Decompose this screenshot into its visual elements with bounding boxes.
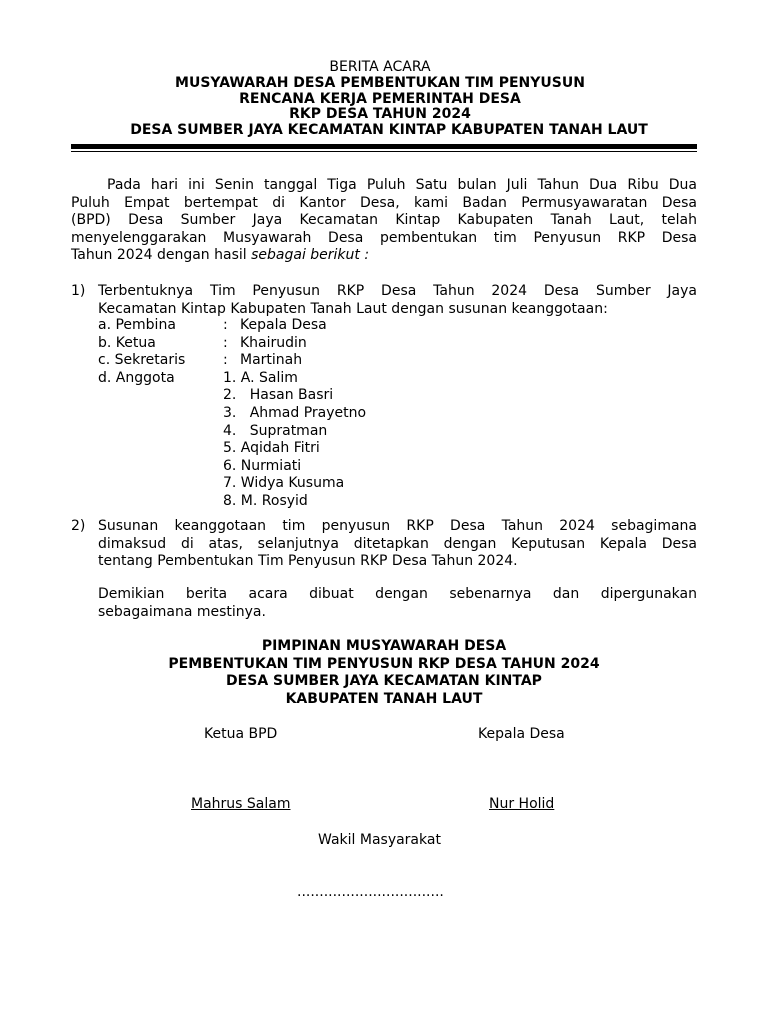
leadership-line-4: KABUPATEN TANAH LAUT — [285, 690, 483, 707]
intro-line-2: Puluh Empat bertempat di Kantor Desa, kami Badan Permusyawaratan Desa — [71, 194, 697, 211]
member-colon: : — [223, 352, 228, 369]
anggota-item: 5. Aqidah Fitri — [223, 440, 320, 457]
item-2-text — [98, 518, 697, 571]
header-subtitle-2: RENCANA KERJA PEMERINTAH DESA — [239, 90, 521, 107]
signature-title-wakil-masyarakat: Wakil Masyarakat — [318, 832, 441, 848]
member-role-label: d. Anggota — [98, 369, 175, 386]
leadership-line-3: DESA SUMBER JAYA KECAMATAN KINTAP — [226, 673, 542, 690]
member-name: Kepala Desa — [240, 317, 327, 333]
intro-line-4: menyelenggarakan Musyawarah Desa pembentukan tim Penyusun RKP Desa — [71, 229, 697, 246]
member-colon: : — [223, 334, 228, 351]
item-2-line-3: tentang Pembentukan Tim Penyusun RKP Desa Tahun 2024. — [98, 553, 518, 570]
member-role-label: a. Pembina — [98, 317, 176, 333]
header-subtitle-1: MUSYAWARAH DESA PEMBENTUKAN TIM PENYUSUN — [175, 74, 585, 91]
anggota-item: 7. Widya Kusuma — [223, 475, 345, 492]
closing-line-1: Demikian berita acara dibuat dengan sebenarnya dan dipergunakan — [98, 586, 697, 602]
anggota-item: 1. A. Salim — [223, 369, 298, 386]
member-role-label: c. Sekretaris — [98, 352, 186, 369]
intro-line-5-italic: sebagai berikut : — [251, 247, 370, 264]
signature-name-ketua-bpd: Mahrus Salam — [191, 796, 291, 812]
anggota-item: 2. Hasan Basri — [223, 387, 334, 404]
signature-title-kepala-desa: Kepala Desa — [478, 726, 565, 742]
intro-line-3: (BPD) Desa Sumber Jaya Kecamatan Kintap Kabupaten Tanah Laut, telah — [71, 212, 697, 229]
signature-name-placeholder: ................................. — [297, 884, 444, 900]
header-divider-thick — [71, 144, 697, 149]
closing-paragraph — [98, 586, 697, 621]
item-1-line-2: Kecamatan Kintap Kabupaten Tanah Laut dengan susunan keanggotaan: — [98, 300, 608, 317]
signature-name-kepala-desa: Nur Holid — [489, 796, 555, 812]
anggota-item: 8. M. Rosyid — [223, 493, 308, 509]
leadership-line-1: PIMPINAN MUSYAWARAH DESA — [261, 638, 507, 654]
leadership-heading — [0, 638, 768, 708]
item-1-number: 1) — [71, 283, 86, 299]
header-title: BERITA ACARA — [329, 59, 431, 75]
item-1-line-1: Terbentuknya Tim Penyusun RKP Desa Tahun 2024 Desa Sumber Jaya — [98, 283, 697, 299]
intro-line-1: Pada hari ini Senin tanggal Tiga Puluh Satu bulan Juli Tahun Dua Ribu Dua — [107, 177, 697, 193]
intro-paragraph — [71, 177, 697, 265]
document-header — [0, 60, 768, 139]
header-subtitle-3: RKP DESA TAHUN 2024 — [289, 106, 471, 123]
member-role-label: b. Ketua — [98, 334, 156, 351]
item-1-text — [98, 283, 697, 318]
item-2-line-2: dimaksud di atas, selanjutnya ditetapkan dengan Keputusan Kepala Desa — [98, 535, 697, 552]
header-subtitle-4: DESA SUMBER JAYA KECAMATAN KINTAP KABUPATEN TANAH LAUT — [130, 122, 648, 139]
leadership-line-2: PEMBENTUKAN TIM PENYUSUN RKP DESA TAHUN 2024 — [168, 655, 600, 672]
header-divider-thin — [71, 151, 697, 152]
intro-line-5 — [71, 247, 697, 265]
item-2-number: 2) — [71, 518, 86, 534]
signature-title-ketua-bpd: Ketua BPD — [204, 726, 278, 742]
anggota-item: 3. Ahmad Prayetno — [223, 405, 367, 421]
intro-line-5-text: Tahun 2024 dengan hasil — [71, 247, 252, 264]
anggota-item: 4. Supratman — [223, 422, 328, 439]
member-name: Khairudin — [240, 334, 307, 351]
anggota-item: 6. Nurmiati — [223, 457, 302, 474]
item-2-line-1: Susunan keanggotaan tim penyusun RKP Desa Tahun 2024 sebagimana — [98, 518, 697, 534]
member-name: Martinah — [240, 352, 303, 369]
member-colon: : — [223, 317, 228, 333]
closing-line-2: sebagaimana mestinya. — [98, 603, 266, 620]
